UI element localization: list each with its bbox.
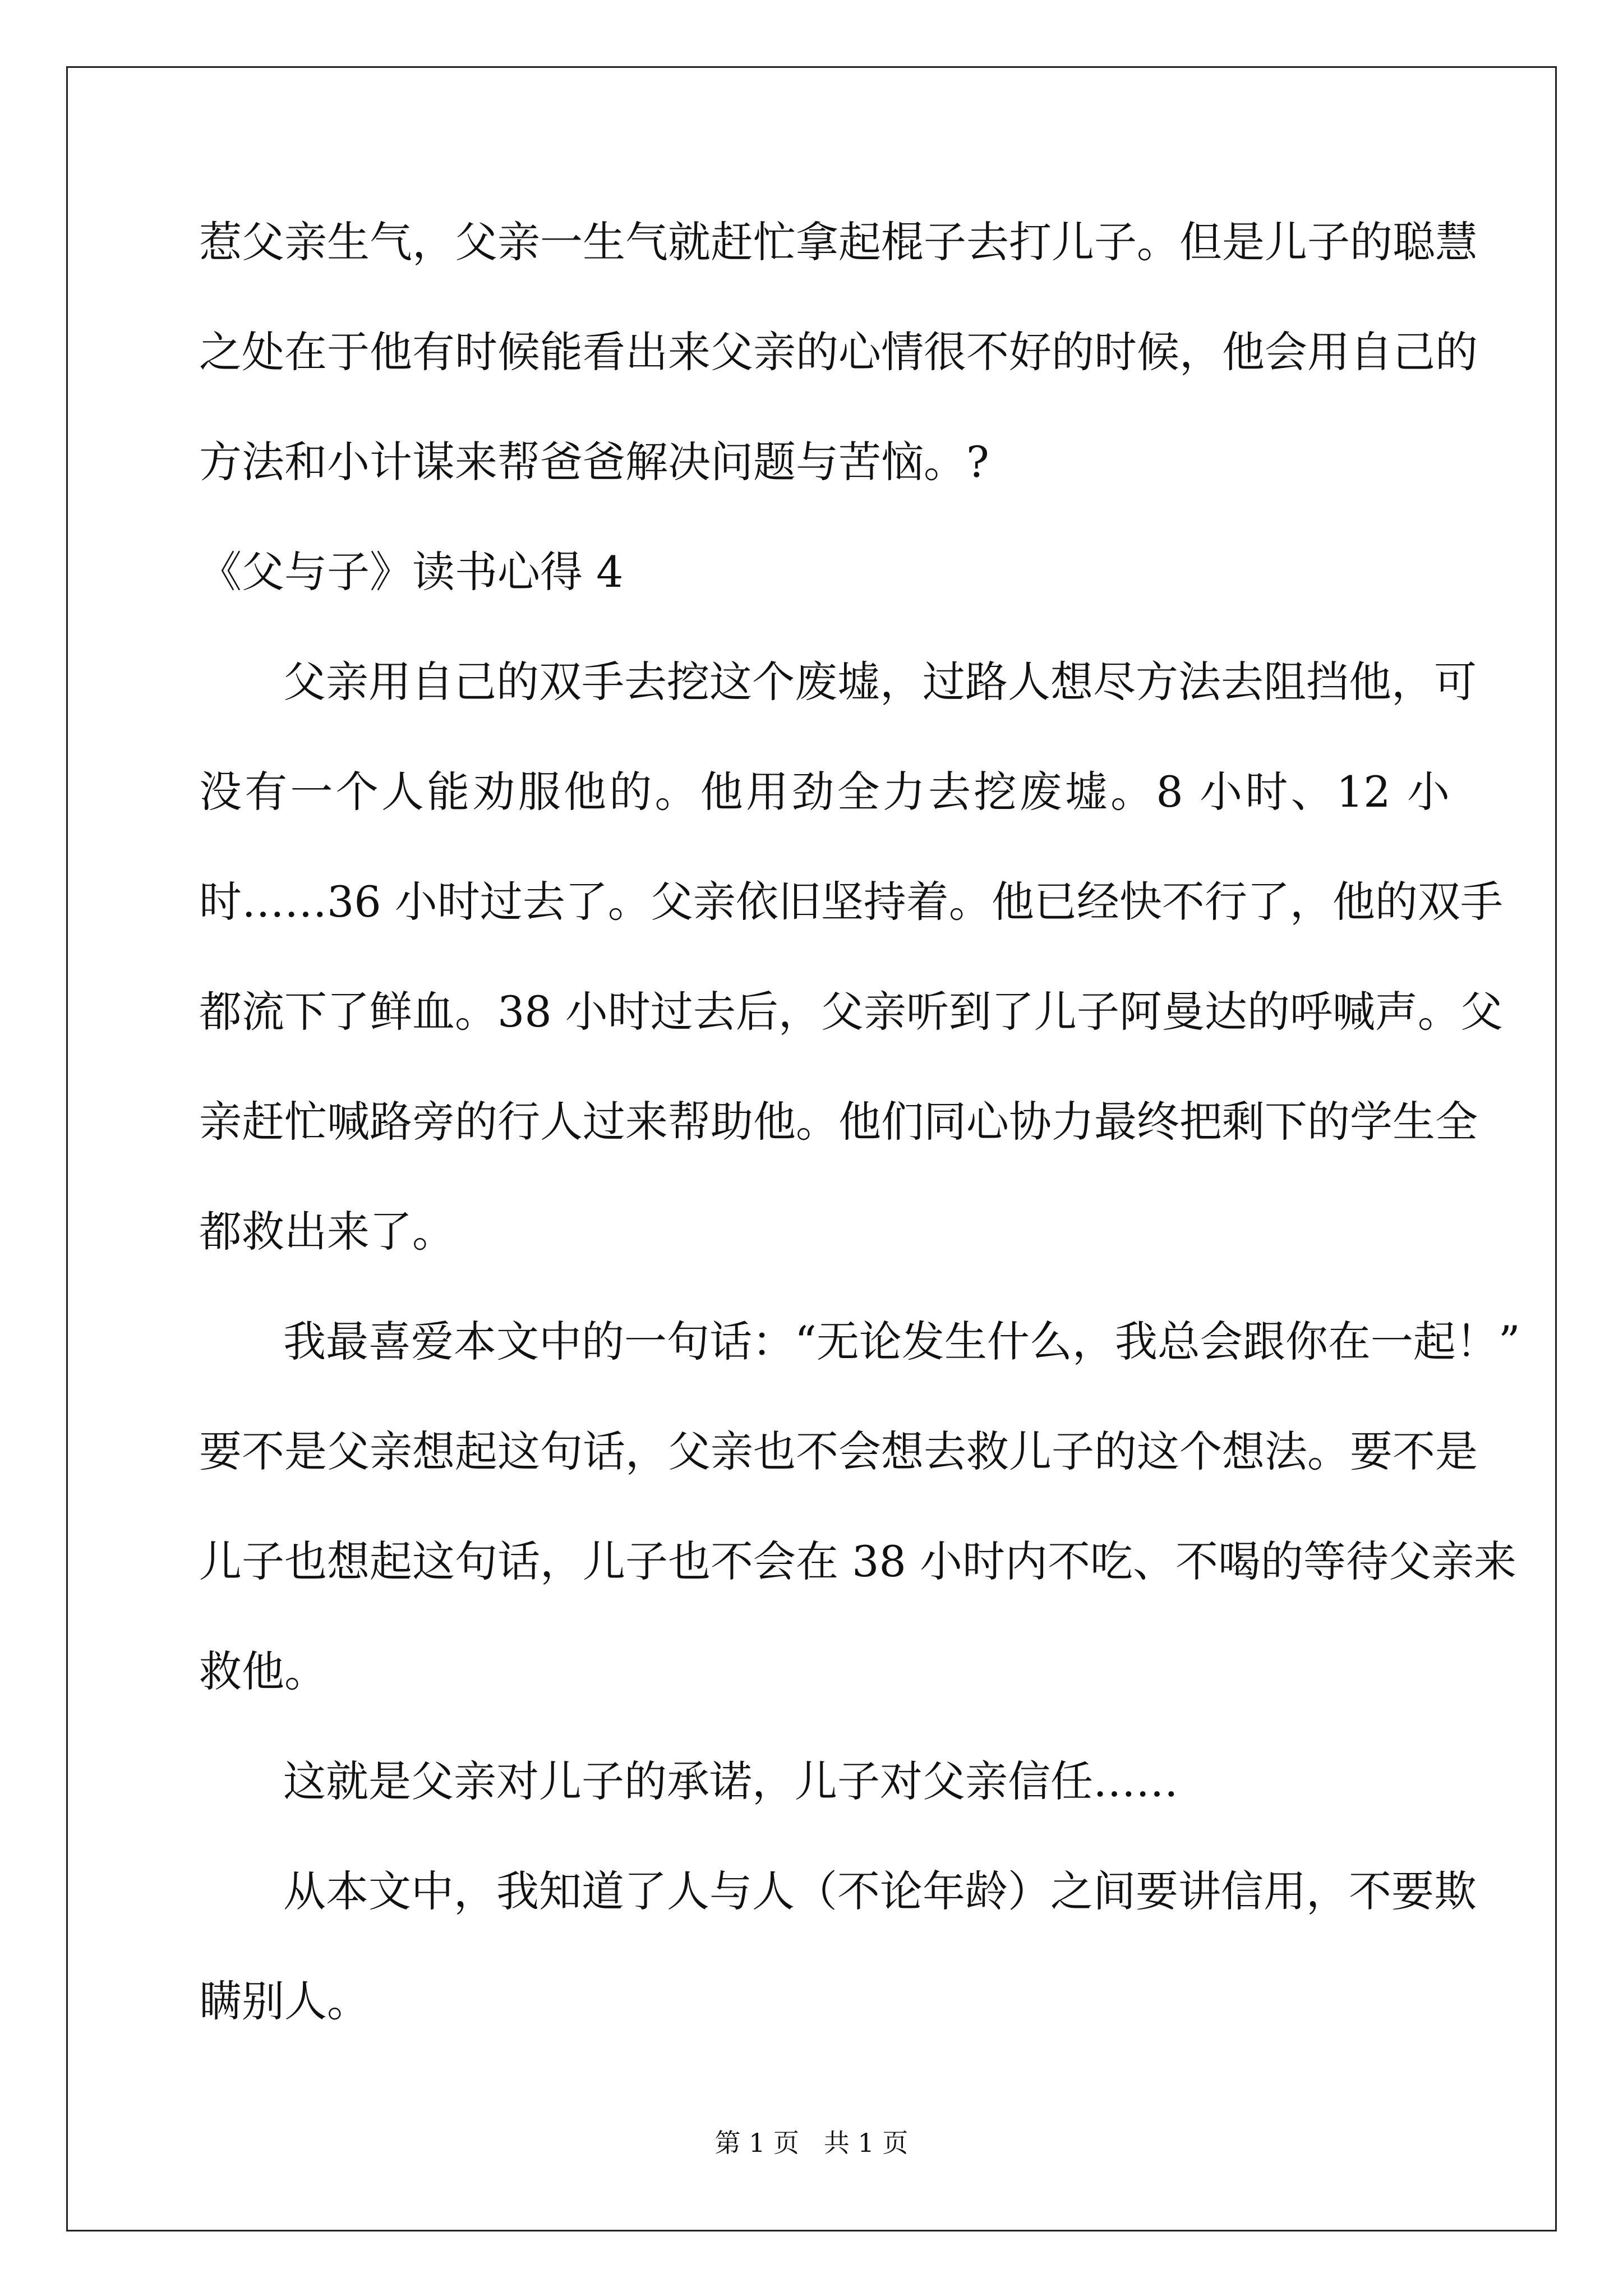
section-heading: 《父与子》读书心得 4 (199, 547, 624, 597)
text-line-3: 方法和小计谋来帮爸爸解决问题与苦恼。? (199, 437, 989, 487)
text-line-9: 亲赶忙喊路旁的行人过来帮助他。他们同心协力最终把剩下的学生全 (199, 1097, 1478, 1147)
text-line-11: 我最喜爱本文中的一句话：“无论发生什么，我总会跟你在一起！” (283, 1317, 1520, 1366)
text-line-6: 没有一个人能劝服他的。他用劲全力去挖废墟。8 小时、12 小 (199, 767, 1450, 817)
text-line-10: 都救出来了。 (199, 1207, 455, 1257)
text-line-2: 之处在于他有时候能看出来父亲的心情很不好的时候，他会用自己的 (199, 327, 1478, 377)
text-line-8: 都流下了鲜血。38 小时过去后，父亲听到了儿子阿曼达的呼喊声。父 (199, 987, 1503, 1037)
text-line-17: 瞒别人。 (199, 1976, 370, 2026)
text-line-16: 从本文中，我知道了人与人（不论年龄）之间要讲信用，不要欺 (283, 1866, 1477, 1916)
text-line-12: 要不是父亲想起这句话，父亲也不会想去救儿子的这个想法。要不是 (199, 1427, 1478, 1476)
text-line-1: 惹父亲生气，父亲一生气就赶忙拿起棍子去打儿子。但是儿子的聪慧 (199, 217, 1478, 267)
page-number-footer: 第 1 页 共 1 页 (714, 2128, 909, 2158)
text-line-15: 这就是父亲对儿子的承诺，儿子对父亲信任…… (283, 1756, 1178, 1806)
text-line-7: 时……36 小时过去了。父亲依旧坚持着。他已经快不行了，他的双手 (199, 877, 1503, 927)
text-line-5: 父亲用自己的双手去挖这个废墟，过路人想尽方法去阻挡他，可 (283, 657, 1477, 707)
text-line-14: 救他。 (199, 1646, 327, 1696)
text-line-13: 儿子也想起这句话，儿子也不会在 38 小时内不吃、不喝的等待父亲来 (199, 1536, 1517, 1586)
